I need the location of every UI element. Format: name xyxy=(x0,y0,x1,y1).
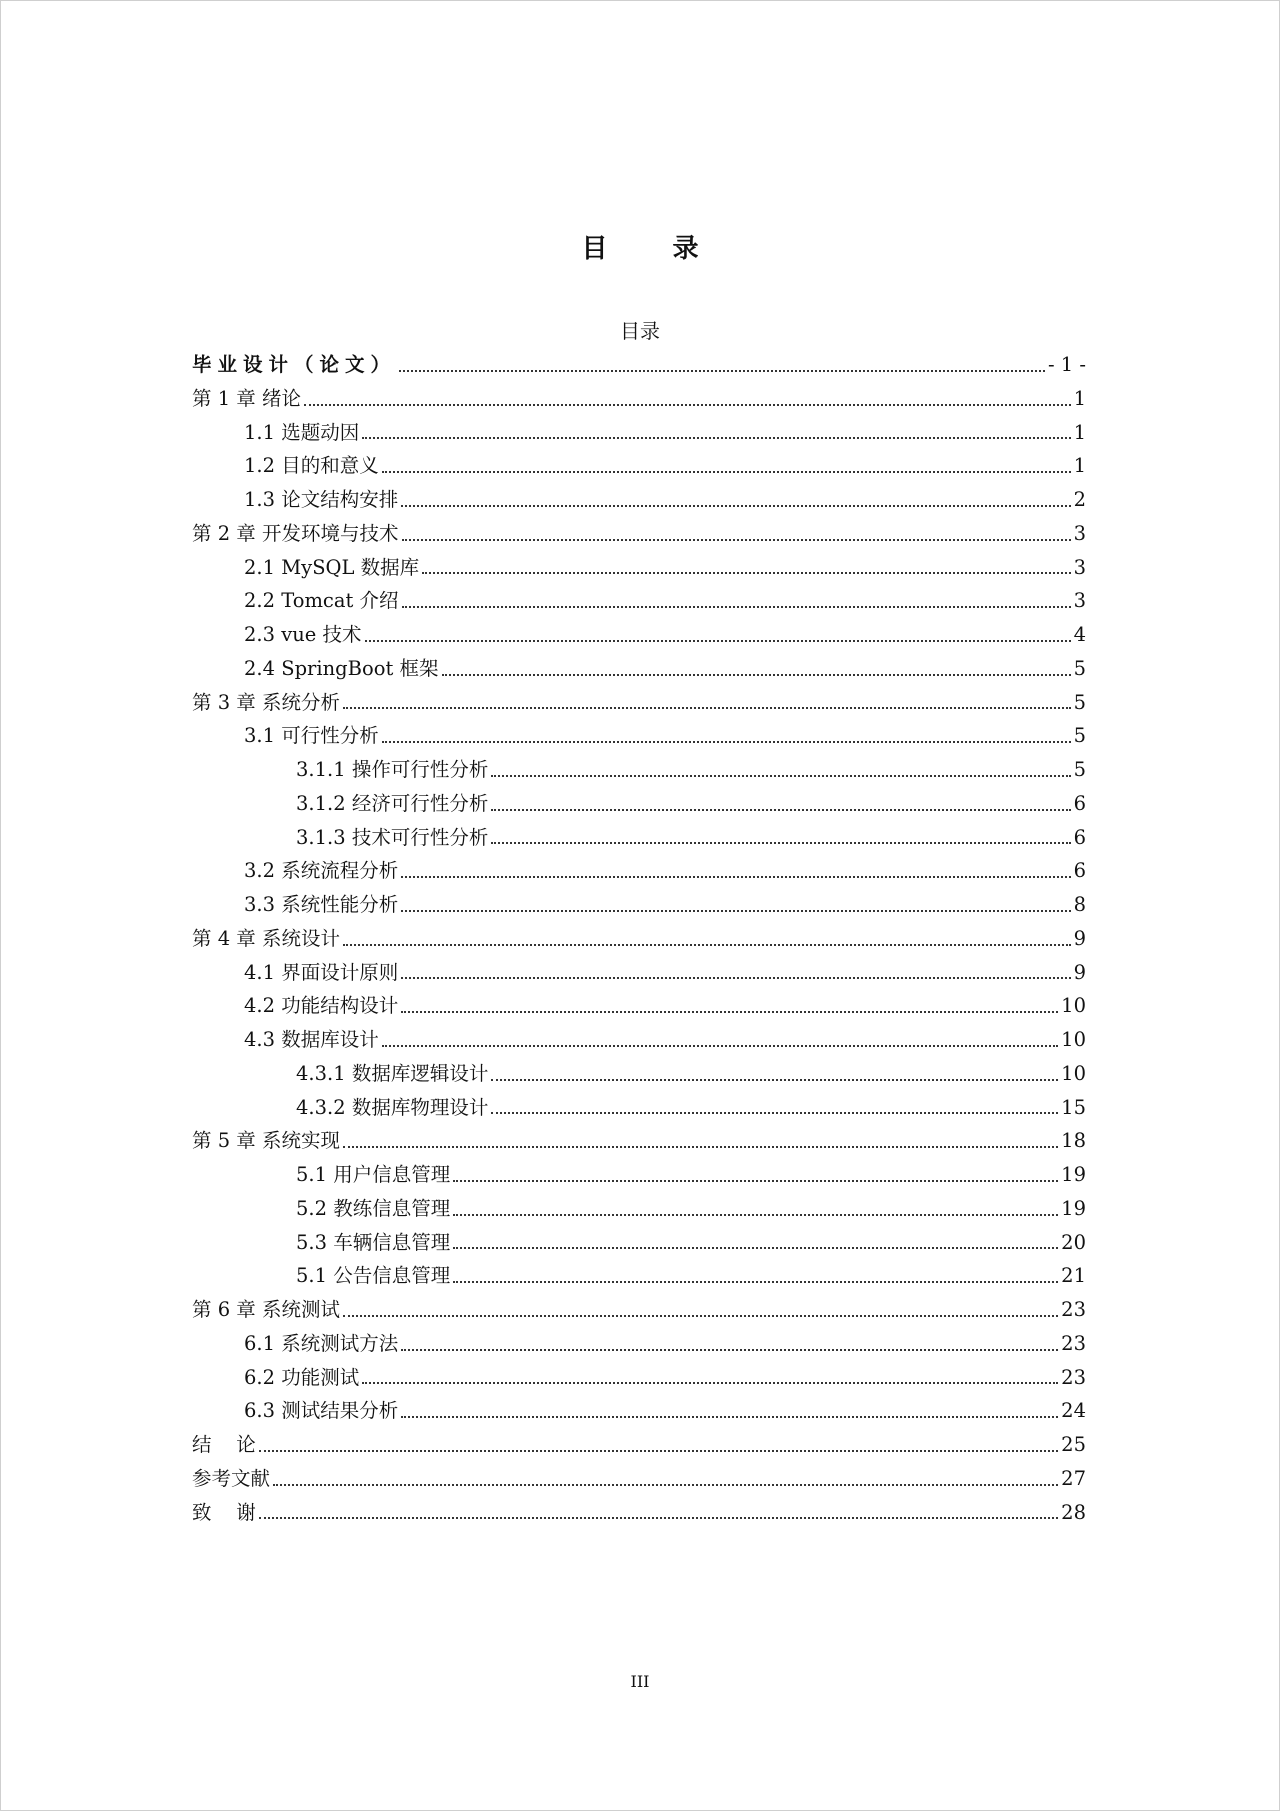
toc-entry-thesis[interactable] xyxy=(192,348,1086,382)
table-of-contents xyxy=(192,348,1086,1529)
toc-entry-page: 23 xyxy=(1061,1331,1086,1355)
leader-dots xyxy=(343,707,1071,709)
toc-entry-page: 25 xyxy=(1061,1433,1086,1457)
toc-entry-page: 1 xyxy=(1073,454,1086,478)
toc-entry-page: 4 xyxy=(1073,623,1086,647)
toc-entry-label: 1.3 论文结构安排 xyxy=(244,488,399,512)
toc-entry-page: 2 xyxy=(1073,488,1086,512)
toc-entry-label: 1.1 选题动因 xyxy=(244,420,360,444)
toc-entry-page: 10 xyxy=(1061,994,1086,1018)
toc-entry-1-3[interactable] xyxy=(192,483,1086,517)
leader-dots xyxy=(365,640,1071,642)
toc-entry-3-1-2[interactable] xyxy=(192,787,1086,821)
toc-entry-label: 1.2 目的和意义 xyxy=(244,454,379,478)
leader-dots xyxy=(453,1247,1058,1249)
toc-entry-5-3[interactable] xyxy=(192,1226,1086,1260)
leader-dots xyxy=(401,1416,1058,1418)
leader-dots xyxy=(382,1045,1058,1047)
toc-entry-references[interactable] xyxy=(192,1462,1086,1496)
toc-entry-acknowledgements[interactable] xyxy=(192,1496,1086,1530)
toc-entry-label: 6.3 测试结果分析 xyxy=(244,1399,399,1423)
toc-entry-5-1[interactable] xyxy=(192,1158,1086,1192)
leader-dots xyxy=(422,572,1070,574)
toc-entry-2-4[interactable] xyxy=(192,652,1086,686)
toc-entry-6-3[interactable] xyxy=(192,1394,1086,1428)
toc-entry-label: 4.1 界面设计原则 xyxy=(244,960,399,984)
toc-entry-label: 3.3 系统性能分析 xyxy=(244,893,399,917)
leader-dots xyxy=(382,471,1071,473)
toc-entry-label: 4.3 数据库设计 xyxy=(244,1028,379,1052)
toc-entry-label: 2.4 SpringBoot 框架 xyxy=(244,656,439,680)
toc-entry-page: - 1 - xyxy=(1048,353,1086,377)
toc-entry-1-1[interactable] xyxy=(192,416,1086,450)
toc-entry-label: 4.3.1 数据库逻辑设计 xyxy=(296,1061,489,1085)
toc-entry-label: 3.1.3 技术可行性分析 xyxy=(296,825,489,849)
toc-entry-conclusion[interactable] xyxy=(192,1428,1086,1462)
leader-dots xyxy=(491,1112,1058,1114)
toc-entry-page: 6 xyxy=(1073,859,1086,883)
leader-dots xyxy=(442,674,1071,676)
toc-subtitle: 目录 xyxy=(620,319,660,343)
toc-entry-page: 19 xyxy=(1061,1196,1086,1220)
toc-entry-page: 5 xyxy=(1073,758,1086,782)
toc-entry-label: 第 5 章 系统实现 xyxy=(192,1129,341,1153)
leader-dots xyxy=(259,1517,1058,1519)
leader-dots xyxy=(343,1146,1058,1148)
toc-entry-label: 4.3.2 数据库物理设计 xyxy=(296,1095,489,1119)
toc-entry-page: 9 xyxy=(1073,960,1086,984)
leader-dots xyxy=(401,1011,1058,1013)
leader-dots xyxy=(491,775,1070,777)
toc-entry-4-3-1[interactable] xyxy=(192,1057,1086,1091)
toc-entry-page: 15 xyxy=(1061,1095,1086,1119)
toc-entry-2-3[interactable] xyxy=(192,618,1086,652)
toc-entry-label: 第 3 章 系统分析 xyxy=(192,690,341,714)
toc-entry-label: 参考文献 xyxy=(192,1466,271,1490)
toc-entry-page: 1 xyxy=(1073,420,1086,444)
leader-dots xyxy=(401,1349,1058,1351)
toc-entry-4-3[interactable] xyxy=(192,1023,1086,1057)
toc-entry-4-2[interactable] xyxy=(192,989,1086,1023)
toc-entry-2-2[interactable] xyxy=(192,584,1086,618)
toc-entry-page: 5 xyxy=(1073,690,1086,714)
leader-dots xyxy=(402,539,1071,541)
toc-entry-label: 5.1 公告信息管理 xyxy=(296,1264,451,1288)
toc-entry-label: 第 2 章 开发环境与技术 xyxy=(192,521,399,545)
toc-entry-3-2[interactable] xyxy=(192,854,1086,888)
toc-entry-chapter-2[interactable] xyxy=(192,517,1086,551)
toc-entry-6-1[interactable] xyxy=(192,1327,1086,1361)
toc-entry-page: 28 xyxy=(1061,1500,1086,1524)
toc-entry-label: 5.1 用户信息管理 xyxy=(296,1163,451,1187)
leader-dots xyxy=(402,606,1071,608)
toc-entry-label: 第 6 章 系统测试 xyxy=(192,1298,341,1322)
leader-dots xyxy=(401,876,1070,878)
toc-entry-label: 6.2 功能测试 xyxy=(244,1365,360,1389)
toc-entry-3-1-3[interactable] xyxy=(192,821,1086,855)
toc-entry-label: 3.1.1 操作可行性分析 xyxy=(296,758,489,782)
toc-entry-label: 5.2 教练信息管理 xyxy=(296,1196,451,1220)
toc-entry-page: 3 xyxy=(1073,555,1086,579)
toc-entry-page: 23 xyxy=(1061,1365,1086,1389)
toc-entry-page: 27 xyxy=(1061,1466,1086,1490)
toc-entry-5-4[interactable] xyxy=(192,1259,1086,1293)
toc-entry-page: 1 xyxy=(1073,386,1086,410)
toc-entry-page: 23 xyxy=(1061,1298,1086,1322)
toc-entry-page: 6 xyxy=(1073,825,1086,849)
leader-dots xyxy=(453,1180,1058,1182)
toc-entry-3-3[interactable] xyxy=(192,888,1086,922)
toc-entry-1-2[interactable] xyxy=(192,449,1086,483)
toc-entry-page: 3 xyxy=(1073,521,1086,545)
toc-entry-3-1[interactable] xyxy=(192,719,1086,753)
toc-entry-page: 5 xyxy=(1073,656,1086,680)
leader-dots xyxy=(259,1450,1058,1452)
toc-entry-label: 4.2 功能结构设计 xyxy=(244,994,399,1018)
toc-entry-chapter-5[interactable] xyxy=(192,1124,1086,1158)
toc-entry-4-1[interactable] xyxy=(192,956,1086,990)
toc-entry-label: 2.2 Tomcat 介绍 xyxy=(244,589,399,613)
leader-dots xyxy=(304,404,1071,406)
page-title: 目 录 xyxy=(581,234,727,264)
toc-entry-page: 5 xyxy=(1073,724,1086,748)
toc-entry-label: 第 4 章 系统设计 xyxy=(192,926,341,950)
toc-entry-chapter-6[interactable] xyxy=(192,1293,1086,1327)
toc-entry-label: 结 论 xyxy=(192,1433,256,1457)
leader-dots xyxy=(401,505,1070,507)
leader-dots xyxy=(343,944,1071,946)
leader-dots xyxy=(491,842,1070,844)
leader-dots xyxy=(401,977,1070,979)
toc-entry-page: 18 xyxy=(1061,1129,1086,1153)
toc-entry-6-2[interactable] xyxy=(192,1361,1086,1395)
leader-dots xyxy=(382,741,1071,743)
leader-dots xyxy=(491,809,1070,811)
leader-dots xyxy=(453,1281,1058,1283)
leader-dots xyxy=(399,370,1045,372)
toc-entry-label: 3.1.2 经济可行性分析 xyxy=(296,791,489,815)
toc-entry-label: 毕业设计（论文） xyxy=(192,353,397,377)
toc-entry-chapter-3[interactable] xyxy=(192,686,1086,720)
toc-entry-page: 20 xyxy=(1061,1230,1086,1254)
leader-dots xyxy=(362,1382,1058,1384)
leader-dots xyxy=(401,910,1070,912)
toc-entry-4-3-2[interactable] xyxy=(192,1091,1086,1125)
leader-dots xyxy=(273,1484,1058,1486)
toc-entry-label: 第 1 章 绪论 xyxy=(192,386,302,410)
toc-entry-page: 21 xyxy=(1061,1264,1086,1288)
toc-entry-3-1-1[interactable] xyxy=(192,753,1086,787)
page-number: III xyxy=(630,1672,650,1691)
toc-entry-chapter-4[interactable] xyxy=(192,922,1086,956)
leader-dots xyxy=(491,1079,1058,1081)
toc-entry-page: 8 xyxy=(1073,893,1086,917)
toc-entry-page: 6 xyxy=(1073,791,1086,815)
toc-entry-page: 3 xyxy=(1073,589,1086,613)
toc-entry-label: 2.3 vue 技术 xyxy=(244,623,362,647)
leader-dots xyxy=(362,437,1070,439)
toc-entry-2-1[interactable] xyxy=(192,551,1086,585)
leader-dots xyxy=(453,1214,1058,1216)
toc-entry-label: 致 谢 xyxy=(192,1500,256,1524)
toc-entry-label: 5.3 车辆信息管理 xyxy=(296,1230,451,1254)
toc-entry-page: 10 xyxy=(1061,1028,1086,1052)
toc-entry-chapter-1[interactable] xyxy=(192,382,1086,416)
toc-entry-page: 24 xyxy=(1061,1399,1086,1423)
toc-entry-page: 9 xyxy=(1073,926,1086,950)
toc-entry-label: 3.2 系统流程分析 xyxy=(244,859,399,883)
toc-entry-page: 19 xyxy=(1061,1163,1086,1187)
toc-entry-label: 3.1 可行性分析 xyxy=(244,724,379,748)
leader-dots xyxy=(343,1315,1058,1317)
toc-entry-label: 2.1 MySQL 数据库 xyxy=(244,555,420,579)
toc-entry-label: 6.1 系统测试方法 xyxy=(244,1331,399,1355)
toc-entry-page: 10 xyxy=(1061,1061,1086,1085)
toc-entry-5-2[interactable] xyxy=(192,1192,1086,1226)
